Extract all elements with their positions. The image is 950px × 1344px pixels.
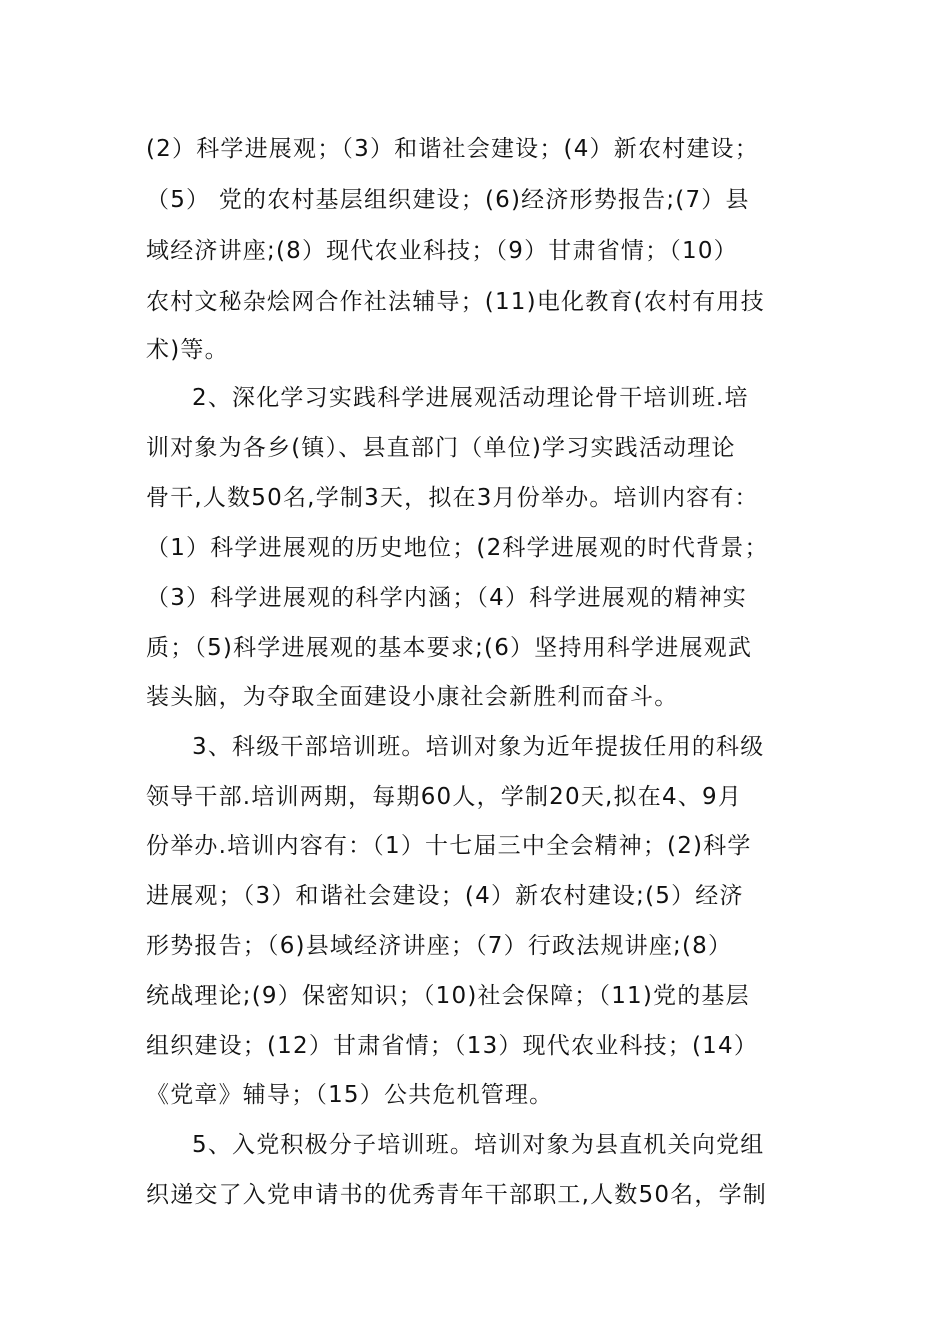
text-line: 组织建设；(12）甘肃省情；（13）现代农业科技；(14） xyxy=(146,1033,759,1059)
text-line: （5） 党的农村基层组织建设；(6)经济形势报告;(7）县 xyxy=(146,187,750,213)
text-line: （3）科学进展观的科学内涵；（4）科学进展观的精神实 xyxy=(146,585,747,611)
text-line: 装头脑，为夺取全面建设小康社会新胜利而奋斗。 xyxy=(146,684,679,710)
text-line: 骨干,人数50名,学制3天，拟在3月份举办。培训内容有： xyxy=(146,485,759,511)
text-line: 进展观；（3）和谐社会建设；(4）新农村建设;(5）经济 xyxy=(146,883,744,909)
text-line: 统战理论;(9）保密知识；（10)社会保障；（11)党的基层 xyxy=(146,983,750,1009)
text-line: 术)等。 xyxy=(146,337,229,363)
text-line: 《党章》辅导；（15）公共危机管理。 xyxy=(146,1082,554,1108)
text-line: 域经济讲座;(8）现代农业科技；（9）甘肃省情；（10） xyxy=(146,238,738,264)
text-line: 形势报告；（6)县域经济讲座；（7）行政法规讲座;(8） xyxy=(146,933,733,959)
text-line: 质；（5)科学进展观的基本要求;(6）坚持用科学进展观武 xyxy=(146,635,753,661)
text-line: 农村文秘杂烩网合作社法辅导；(11)电化教育(农村有用技 xyxy=(146,289,765,315)
text-line: 织递交了入党申请书的优秀青年干部职工,人数50名，学制 xyxy=(146,1182,767,1208)
paragraph-start-line: 3、科级干部培训班。培训对象为近年提拔任用的科级 xyxy=(192,734,765,760)
text-line: (2）科学进展观；（3）和谐社会建设；(4）新农村建设； xyxy=(146,136,759,162)
text-line: 训对象为各乡(镇）、县直部门（单位)学习实践活动理论 xyxy=(146,435,736,461)
paragraph-start-line: 5、入党积极分子培训班。培训对象为县直机关向党组 xyxy=(192,1132,765,1158)
paragraph-start-line: 2、深化学习实践科学进展观活动理论骨干培训班.培 xyxy=(192,385,749,411)
text-line: 领导干部.培训两期，每期60人，学制20天,拟在4、9月 xyxy=(146,784,743,810)
text-line: （1）科学进展观的历史地位；(2科学进展观的时代背景； xyxy=(146,535,769,561)
text-line: 份举办.培训内容有：（1）十七届三中全会精神；(2)科学 xyxy=(146,833,752,859)
